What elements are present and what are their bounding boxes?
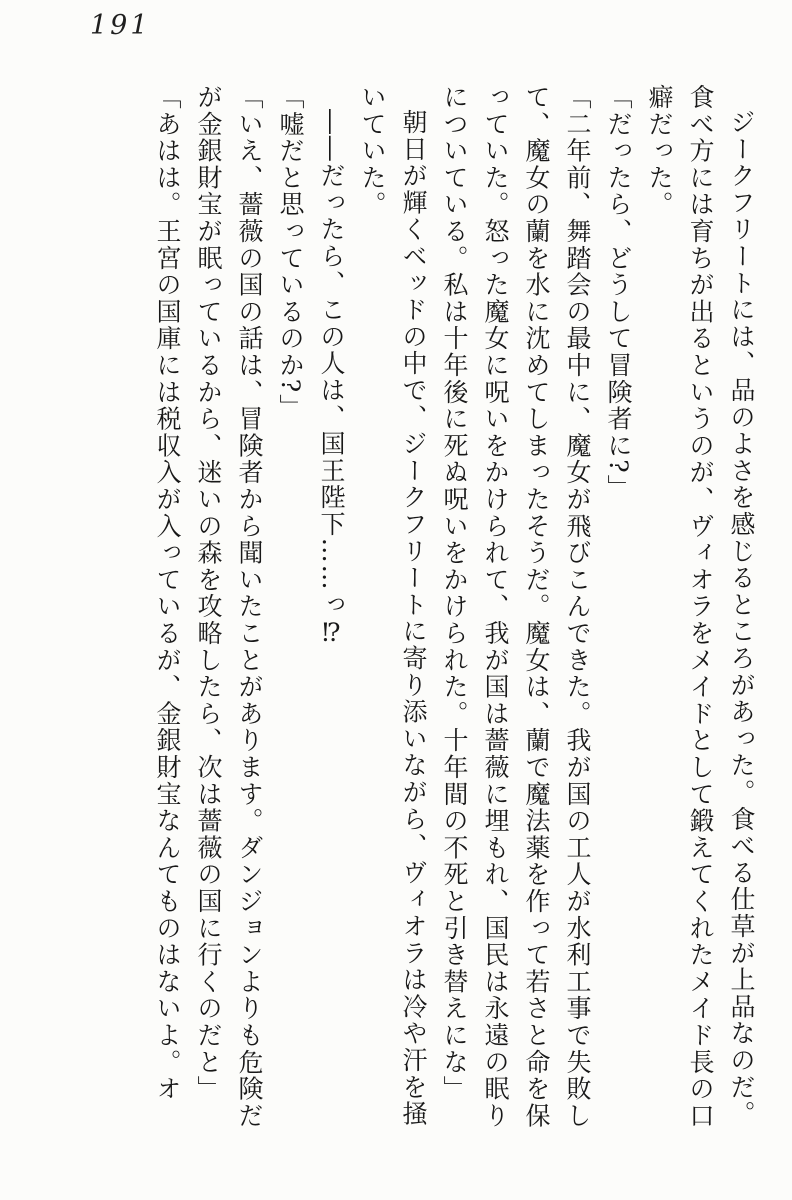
page-number: 191 <box>90 10 151 41</box>
paragraph-narration-table-manners: ジークフリートには、品のよさを感じるところがあった。食べる仕草が上品なのだ。食べ方には育ちが出るというのが、ヴィオラをメイドとして鍛えてくれたメイド長の口癖だった。 <box>645 84 756 1130</box>
paragraph-dialogue-no-treasure: 「あはは。王宮の国庫には税収入が入っているが、金銀財宝なんてものはないよ。オ <box>153 84 182 1103</box>
paragraph-inner-thought-king: ――だったら、この人は、国王陛下……っ⁉ <box>317 109 346 649</box>
paragraph-dialogue-rose-country-rumor: 「いえ、薔薇の国の話は、冒険者から聞いたことがあります。ダンジョンよりも危険だが金銀財宝が眠っているから、迷いの森を攻略したら、次は薔薇の国に行くのだと」 <box>194 84 264 1130</box>
paragraph-dialogue-why-adventurer: 「だったら、どうして冒険者に?」 <box>604 84 633 502</box>
vertical-text-block <box>56 84 762 1136</box>
paragraph-narration-morning-bed: 朝日が輝くベッドの中で、ジークフリートに寄り添いながら、ヴィオラは冷や汗を掻いていた。 <box>358 84 428 1128</box>
paragraph-dialogue-witch-curse-story: 「二年前、舞踏会の最中に、魔女が飛びこんできた。我が国の工人が水利工事で失敗して、魔女の蘭を水に沈めてしまったそうだ。魔女は、蘭で魔法薬を作って若さと命を保っていた。怒った魔女に呪いをかけられて、我が国は薔薇に埋もれ、国民は永遠の眠りについている。私は十年後に死ぬ呪いをかけられた。十年間の不死と引き替えにな」 <box>440 84 592 1130</box>
paragraph-dialogue-think-lying: 「嘘だと思っているのか?」 <box>276 84 305 421</box>
